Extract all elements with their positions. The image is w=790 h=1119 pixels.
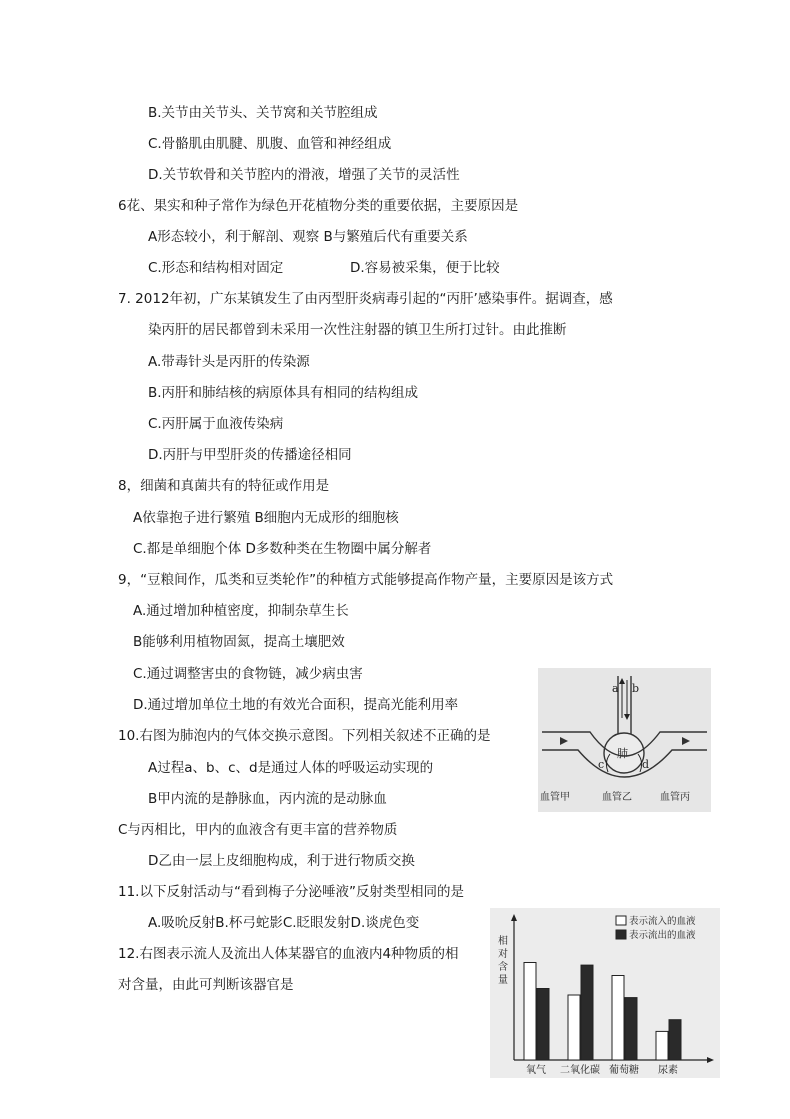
q5-option-d: D.关节软骨和关节腔内的滑液，增强了关节的灵活性: [148, 167, 460, 183]
vessel-jia-label: 血管甲: [540, 792, 570, 803]
q7-stem-line1: 7. 2012年初，广东某镇发生了由丙型肝炎病毒引起的“丙肝’感染事件。据调查，感: [118, 291, 613, 307]
y-label-char-2: 含: [498, 962, 508, 973]
bar-out-2: [625, 998, 637, 1060]
q7-option-b: B.丙肝和肺结核的病原体具有相同的结构组成: [148, 385, 419, 401]
bar-in-1: [568, 995, 580, 1060]
q6-option-c: C.形态和结构相对固定: [148, 260, 284, 276]
bar-out-3: [669, 1020, 681, 1060]
q9-stem: 9，“豆粮间作，瓜类和豆类轮作”的种植方式能够提高作物产量，主要原因是该方式: [118, 572, 614, 588]
q10-option-a: A过程a、b、c、d是通过人体的呼吸运动实现的: [148, 760, 434, 776]
q10-option-b: B甲内流的是静脉血，丙内流的是动脉血: [148, 791, 387, 807]
bar-chart-svg: [490, 908, 720, 1078]
q9-option-d: D.通过增加单位土地的有效光合面积，提高光能利用率: [133, 697, 459, 713]
vessel-bing-label: 血管丙: [660, 792, 690, 803]
bar-in-2: [612, 976, 624, 1061]
q5-option-b: B.关节由关节头、关节窝和关节腔组成: [148, 105, 378, 121]
label-d: d: [642, 758, 650, 771]
bar-in-3: [656, 1031, 668, 1060]
bar-in-0: [524, 963, 536, 1061]
q8-stem: 8，细菌和真菌共有的特征或作用是: [118, 478, 330, 494]
label-b: b: [632, 682, 640, 695]
legend-in-label: 表示流入的血液: [629, 916, 696, 927]
q7-stem-line2: 染丙肝的居民都曾到未采用一次性注射器的镇卫生所打过针。由此推断: [148, 322, 567, 338]
q11-stem: 11.以下反射活动与“看到梅子分泌唾液”反射类型相同的是: [118, 884, 464, 900]
vessel-yi-label: 血管乙: [602, 792, 632, 803]
y-label-char-3: 量: [498, 975, 508, 986]
q6-options-ab: A形态较小，利于解剖、观察 B与繁殖后代有重要关系: [148, 229, 468, 245]
x-tick-label-1: 二氧化碳: [560, 1065, 600, 1076]
q5-option-c: C.骨骼肌由肌腱、肌腹、血管和神经组成: [148, 136, 392, 152]
y-label-char-0: 相: [498, 936, 508, 947]
x-tick-label-3: 尿素: [658, 1065, 678, 1076]
x-tick-label-0: 氧气: [526, 1065, 546, 1076]
q11-options: A.吸吮反射B.杯弓蛇影C.眨眼发射D.谈虎色变: [148, 915, 420, 931]
q8-options-ab: A依靠抱子进行繁殖 B细胞内无成形的细胞核: [133, 510, 399, 526]
legend-out-label: 表示流出的血液: [629, 930, 696, 941]
bar-out-0: [537, 989, 549, 1061]
q9-option-b: B能够利用植物固氮，提高土壤肥效: [133, 634, 345, 650]
y-label-char-1: 对: [498, 949, 508, 960]
bar-out-1: [581, 965, 593, 1060]
q6-stem: 6花、果实和种子常作为绿色开花植物分类的重要依据，主要原因是: [118, 198, 519, 214]
q8-options-cd: C.都是单细胞个体 D多数种类在生物圈中属分解者: [133, 541, 432, 557]
q10-option-c: C与丙相比，甲内的血液含有更丰富的营养物质: [118, 822, 398, 838]
x-tick-label-2: 葡萄糖: [609, 1065, 639, 1076]
q12-stem-line2: 对含量，由此可判断该器官是: [118, 977, 294, 993]
q7-option-d: D.丙肝与甲型肝炎的传播途径相同: [148, 447, 352, 463]
lung-exchange-diagram: [538, 668, 711, 812]
lung-exchange-figure: [538, 668, 711, 812]
legend-in-swatch: [616, 916, 626, 925]
label-a: a: [612, 682, 619, 695]
q9-option-c: C.通过调整害虫的食物链，减少病虫害: [133, 666, 363, 682]
q12-stem-line1: 12.右图表示流人及流出人体某器官的血液内4种物质的相: [118, 946, 459, 962]
q6-option-d: D.容易被采集，便于比较: [350, 260, 500, 276]
label-c: c: [598, 758, 605, 771]
q9-option-a: A.通过增加种植密度，抑制杂草生长: [133, 603, 349, 619]
q10-option-d: D乙由一层上皮细胞构成，利于进行物质交换: [148, 853, 415, 869]
legend-out-swatch: [616, 930, 626, 939]
q7-option-c: C.丙肝属于血液传染病: [148, 416, 284, 432]
blood-substance-chart: [490, 908, 720, 1078]
alveolus-label: 肺: [617, 747, 628, 760]
q10-stem: 10.右图为肺泡内的气体交换示意图。下列相关叙述不正确的是: [118, 728, 491, 744]
q7-option-a: A.带毒针头是丙肝的传染源: [148, 354, 310, 370]
